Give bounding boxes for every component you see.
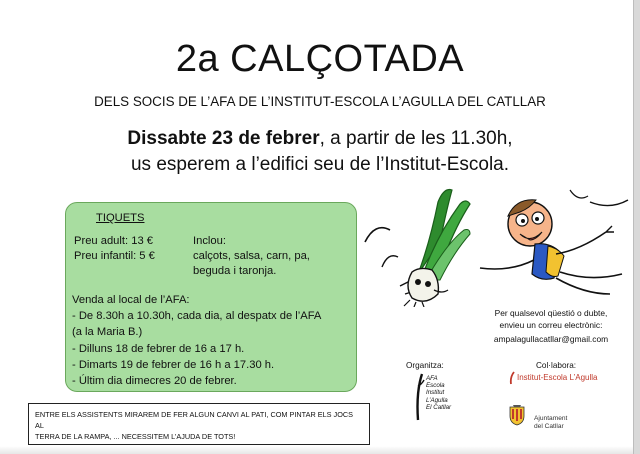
price-child: Preu infantil: 5 € bbox=[74, 250, 155, 262]
afa-logo-line: AFA bbox=[426, 375, 438, 382]
notice-line: ENTRE ELS ASSISTENTS MIRAREM DE FER ALGUN CANVI AL PATI, COM PINTAR ELS JOCS AL bbox=[35, 410, 354, 430]
afa-logo-line: El Catllar bbox=[426, 403, 452, 411]
contact-line: envieu un correu electrònic: bbox=[499, 320, 603, 330]
includes-label: Inclou: bbox=[193, 235, 226, 247]
includes-line: calçots, salsa, carn, pa, bbox=[193, 250, 310, 262]
afa-logo-line: Institut bbox=[426, 389, 445, 397]
price-adult: Preu adult: 13 € bbox=[74, 235, 153, 247]
collabora-label: Col·labora: bbox=[536, 361, 577, 370]
ajuntament-text bbox=[534, 415, 567, 431]
sale-line: - Dilluns 18 de febrer de 16 a 17 h. bbox=[72, 343, 245, 355]
calcot-cartoon-icon bbox=[360, 182, 635, 307]
institut-logo-text: Institut-Escola L’Agulla bbox=[517, 373, 598, 382]
tickets-title: TIQUETS bbox=[96, 212, 145, 224]
sale-title: Venda al local de l’AFA: bbox=[72, 294, 190, 306]
ajuntament-shield-icon bbox=[508, 404, 526, 426]
afa-logo-line: Escola bbox=[426, 382, 445, 390]
page-subtitle: DELS SOCIS DE L’AFA DE L’INSTITUT-ESCOLA L’AGULLA DEL CATLLAR bbox=[94, 94, 546, 109]
event-date-line bbox=[0, 128, 640, 150]
sale-line: (a la Maria B.) bbox=[72, 326, 143, 338]
contact-email[interactable]: ampalagullacatllar@gmail.com bbox=[493, 334, 609, 344]
sale-line: - De 8.30h a 10.30h, cada dia, al despatx de l’AFA bbox=[72, 310, 322, 322]
sale-line: - Últim dia dimecres 20 de febrer. bbox=[72, 375, 237, 387]
afa-logo-icon bbox=[412, 372, 426, 422]
event-date: Dissabte 23 de febrer bbox=[127, 128, 320, 149]
contact-line: Per qualsevol qüestió o dubte, bbox=[494, 308, 608, 318]
ajuntament-line: del Catllar bbox=[534, 423, 564, 430]
sale-line: - Dimarts 19 de febrer de 16 h a 17.30 h. bbox=[72, 359, 275, 371]
institut-escola-logo-icon bbox=[507, 371, 517, 385]
ajuntament-logo bbox=[508, 404, 608, 432]
tickets-box bbox=[65, 202, 357, 392]
notice-box bbox=[28, 403, 370, 445]
page-title: 2a CALÇOTADA bbox=[175, 38, 465, 80]
afa-logo bbox=[412, 372, 472, 424]
page-right-edge bbox=[634, 0, 640, 454]
ajuntament-line: Ajuntament bbox=[534, 415, 568, 422]
afa-logo-text bbox=[426, 375, 451, 411]
organitza-label: Organitza: bbox=[406, 361, 444, 370]
institut-logo bbox=[507, 371, 637, 385]
includes-line: beguda i taronja. bbox=[193, 265, 277, 277]
page-bottom-edge bbox=[0, 446, 640, 454]
event-time: , a partir de les 11.30h, bbox=[319, 128, 513, 149]
notice-line: TERRA DE LA RAMPA, ... NECESSITEM L’AJUDA DE TOTS! bbox=[35, 432, 236, 441]
event-place: us esperem a l’edifici seu de l’Institut-Escola. bbox=[130, 154, 510, 175]
afa-logo-line: L’Agulla bbox=[426, 396, 448, 404]
